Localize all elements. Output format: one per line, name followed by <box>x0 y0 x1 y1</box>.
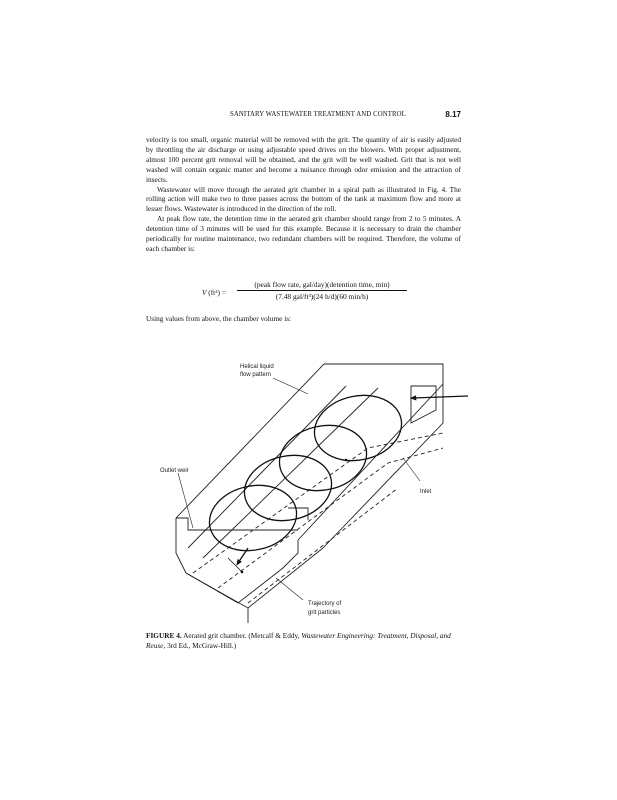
equation-lhs <box>202 288 226 297</box>
label-outlet: Outlet weir <box>160 468 189 474</box>
paragraph: velocity is too small, organic material will be removed with the grit. The quantity of air is easily adjusted by throttling the air discharge or using adjustable speed drives on the blowers. With proper adjustment, almost 100 percent grit removal will be obtained, and the grit will be well washed. Grit that is not well washed will contain organic matter and become a nuisance through odor emission and the attraction of insects. <box>146 135 461 184</box>
caption-figure-number: FIGURE 4. <box>146 631 182 640</box>
page-number: 8.17 <box>445 110 461 119</box>
equation-fraction <box>237 280 407 301</box>
caption-book-title: Wastewater Engineering: Treatment, Disposal, and Reuse, <box>146 631 451 650</box>
after-equation-text: Using values from above, the chamber volume is: <box>146 314 292 323</box>
caption-text: Aerated grit chamber. (Metcalf & Eddy, <box>181 631 302 640</box>
label-helical-1: Helical liquid <box>240 364 274 370</box>
aerated-grit-chamber-figure <box>148 348 468 623</box>
paragraph: At peak flow rate, the detention time in the aerated grit chamber should range from 2 to 5 minutes. A detention time of 3 minutes will be used for this example. Because it is necessary to drain the chamber periodically for routine maintenance, two redundant chambers will be required. Therefore, the volume of each chamber is: <box>146 214 461 253</box>
equation-unit: (ft³) = <box>208 288 226 297</box>
volume-equation <box>160 280 460 306</box>
paragraph: Wastewater will move through the aerated grit chamber in a spiral path as illustrated in Fig. 4. The rolling action will make two to three passes across the bottom of the tank at maximum flow and more at lesser flows. Wastewater is introduced in the direction of the roll. <box>146 184 461 214</box>
figure-caption <box>146 631 461 651</box>
chamber-outline <box>176 364 443 623</box>
equation-denominator: (7.48 gal/ft³)(24 h/d)(60 min/h) <box>275 292 369 301</box>
grit-chamber-diagram <box>148 348 468 623</box>
label-helical-2: flow pattern <box>240 372 272 378</box>
label-trajectory-1: Trajectory of <box>308 601 342 607</box>
body-text <box>146 135 461 254</box>
running-head-title: SANITARY WASTEWATER TREATMENT AND CONTROL <box>230 111 406 118</box>
equation-variable: V <box>202 288 207 297</box>
label-trajectory-2: grit particles <box>308 610 341 616</box>
equation-numerator: (peak flow rate, gal/day)(detention time, min) <box>237 280 407 291</box>
label-inlet: Inlet <box>420 489 432 495</box>
running-head <box>146 111 461 123</box>
caption-edition: 3rd Ed., McGraw-Hill.) <box>165 641 237 650</box>
